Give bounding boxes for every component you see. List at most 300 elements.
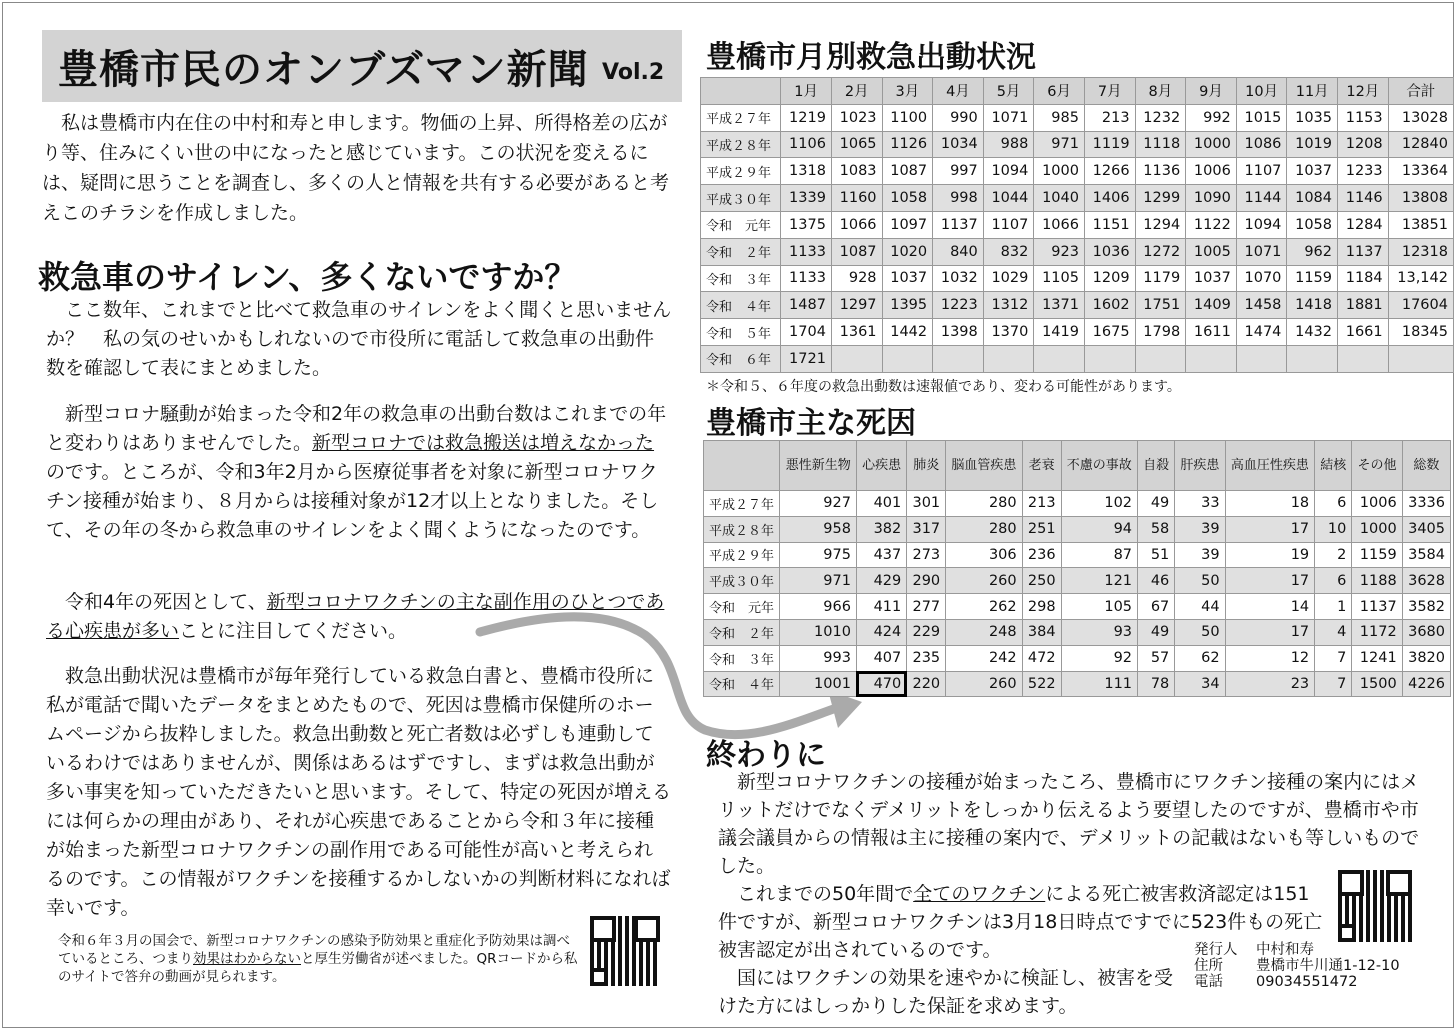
table-cell: 923 <box>1034 238 1085 265</box>
table-cell: 1105 <box>1034 265 1085 292</box>
monthly-heading: 豊橋市月別救急出動状況 <box>706 40 1036 75</box>
table-row <box>704 542 1451 568</box>
table-cell: 1375 <box>781 211 832 238</box>
table-cell: 1159 <box>1287 265 1338 292</box>
masthead <box>42 30 682 102</box>
table-cell: 13364 <box>1388 158 1453 185</box>
table-cell: 51 <box>1138 542 1175 568</box>
row-label: 令和 元年 <box>701 211 781 238</box>
table-cell <box>1186 345 1237 372</box>
table-cell: 1241 <box>1352 645 1402 671</box>
table-cell: 1071 <box>983 104 1034 131</box>
table-cell: 87 <box>1061 542 1137 568</box>
monthly-note: ＊令和５、６年度の救急出動数は速報値であり、変わる可能性があります。 <box>706 379 1181 395</box>
intro-paragraph: 私は豊橋市内在住の中村和寿と申します。物価の上昇、所得格差の広がり等、住みにくい世の中になったと感じています。この状況を変えるには、疑問に思うことを調査し、多くの人と情報を共有する必要があると考えこのチラシを作成しました。 <box>42 112 670 224</box>
column-header: 4月 <box>933 78 984 105</box>
table-cell <box>1034 345 1085 372</box>
table-cell: 1094 <box>983 158 1034 185</box>
column-header: 悪性新生物 <box>780 441 856 491</box>
table-cell: 962 <box>1287 238 1338 265</box>
table-cell: 290 <box>907 568 946 594</box>
table-cell: 1219 <box>781 104 832 131</box>
siren-p2-text-end: のです。ところが、令和3年2月から医療従事者を対象に新型コロナワクチン接種が始まり、８月からは接種対象が12才以上となりました。そして、その年の冬から救急車のサイレンをよく聞くようになったのです。 <box>46 461 659 541</box>
table-cell: 14 <box>1225 594 1315 620</box>
row-label: 令和 ２年 <box>704 619 780 645</box>
table-cell: 49 <box>1138 491 1175 517</box>
publisher-address: 豊橋市牛川通1-12-10 <box>1256 958 1400 974</box>
table-cell: 7 <box>1315 645 1352 671</box>
table-cell: 401 <box>856 491 906 517</box>
table-cell: 382 <box>856 516 906 542</box>
table-cell: 958 <box>780 516 856 542</box>
row-label: 平成２９年 <box>701 158 781 185</box>
table-cell: 997 <box>933 158 984 185</box>
table-cell: 50 <box>1175 568 1225 594</box>
table-cell: 1266 <box>1084 158 1135 185</box>
table-cell: 1005 <box>1186 238 1237 265</box>
column-header: 6月 <box>1034 78 1085 105</box>
table-cell <box>1084 345 1135 372</box>
table-cell: 522 <box>1022 671 1061 697</box>
table-cell: 1023 <box>831 104 882 131</box>
table-cell: 1034 <box>933 131 984 158</box>
siren-p3-underline: 新型コロナワクチンの主な副作用のひとつである心疾患が多い <box>46 591 665 642</box>
phone-label: 電話 <box>1194 974 1223 990</box>
table-cell: 2 <box>1315 542 1352 568</box>
table-cell <box>1236 345 1287 372</box>
table-cell: 57 <box>1138 645 1175 671</box>
table-cell: 3628 <box>1402 568 1450 594</box>
table-cell: 7 <box>1315 671 1352 697</box>
table-cell: 927 <box>780 491 856 517</box>
table-cell: 971 <box>1034 131 1085 158</box>
table-cell: 990 <box>933 104 984 131</box>
row-label: 平成２７年 <box>704 491 780 517</box>
table-cell: 1066 <box>1034 211 1085 238</box>
table-cell: 13808 <box>1388 185 1453 212</box>
table-cell: 1419 <box>1034 319 1085 346</box>
table-cell: 1100 <box>882 104 933 131</box>
table-cell: 248 <box>946 619 1022 645</box>
table-cell: 12840 <box>1388 131 1453 158</box>
table-cell: 1035 <box>1287 104 1338 131</box>
column-header: 8月 <box>1135 78 1186 105</box>
table-cell: 1395 <box>882 292 933 319</box>
siren-p3-text: 令和4年の死因として、 <box>65 591 267 613</box>
column-header: 高血圧性疾患 <box>1225 441 1315 491</box>
table-cell: 1339 <box>781 185 832 212</box>
table-cell: 1126 <box>882 131 933 158</box>
table-row <box>701 211 1454 238</box>
table-row <box>701 292 1454 319</box>
table-cell: 1474 <box>1236 319 1287 346</box>
table-cell: 1487 <box>781 292 832 319</box>
table-cell: 49 <box>1138 619 1175 645</box>
publisher-phone: 09034551472 <box>1256 974 1358 990</box>
footnote <box>58 932 578 986</box>
table-cell: 1418 <box>1287 292 1338 319</box>
row-label: 令和 ６年 <box>701 345 781 372</box>
table-cell: 1006 <box>1352 491 1402 517</box>
row-label: 令和 ４年 <box>704 671 780 697</box>
table-cell: 67 <box>1138 594 1175 620</box>
row-label: 令和 ２年 <box>701 238 781 265</box>
table-cell: 1160 <box>831 185 882 212</box>
table-cell: 1432 <box>1287 319 1338 346</box>
ending-p2-underline: 全てのワクチン <box>913 883 1046 905</box>
table-cell: 832 <box>983 238 1034 265</box>
table-cell: 1159 <box>1352 542 1402 568</box>
table-cell: 1371 <box>1034 292 1085 319</box>
column-header: 7月 <box>1084 78 1135 105</box>
siren-p2-underline: 新型コロナでは救急搬送は増えなかった <box>312 432 655 454</box>
table-cell: 1006 <box>1186 158 1237 185</box>
table-cell: 1136 <box>1135 158 1186 185</box>
table-cell: 424 <box>856 619 906 645</box>
table-cell: 220 <box>907 671 946 697</box>
table-cell: 384 <box>1022 619 1061 645</box>
table-cell <box>933 345 984 372</box>
ending-p2-text-end: による死亡被害救済認定は151件ですが、新型コロナワクチンは3月18日時点ですでに523件もの死亡被害認定が出されているのです。 <box>718 883 1323 961</box>
table-cell: 39 <box>1175 516 1225 542</box>
table-cell: 1094 <box>1236 211 1287 238</box>
table-cell: 13851 <box>1388 211 1453 238</box>
ending-heading: 終わりに <box>706 738 826 773</box>
table-cell: 1233 <box>1338 158 1389 185</box>
table-cell: 1070 <box>1236 265 1287 292</box>
table-cell: 1000 <box>1034 158 1085 185</box>
table-row <box>701 345 1454 372</box>
table-cell: 1107 <box>983 211 1034 238</box>
table-cell: 1119 <box>1084 131 1135 158</box>
table-cell: 998 <box>933 185 984 212</box>
table-cell: 1406 <box>1084 185 1135 212</box>
table-cell: 17 <box>1225 568 1315 594</box>
table-cell: 1146 <box>1338 185 1389 212</box>
row-label: 令和 ３年 <box>704 645 780 671</box>
table-cell: 13028 <box>1388 104 1453 131</box>
siren-paragraph-2 <box>46 400 672 545</box>
table-cell: 3820 <box>1402 645 1450 671</box>
table-cell: 12 <box>1225 645 1315 671</box>
table-cell: 992 <box>1186 104 1237 131</box>
table-cell: 18345 <box>1388 319 1453 346</box>
table-cell: 1065 <box>831 131 882 158</box>
table-cell: 1294 <box>1135 211 1186 238</box>
table-cell: 1137 <box>1352 594 1402 620</box>
table-cell: 50 <box>1175 619 1225 645</box>
table-cell: 280 <box>946 516 1022 542</box>
table-cell: 993 <box>780 645 856 671</box>
table-cell: 1066 <box>831 211 882 238</box>
column-header <box>704 441 780 491</box>
column-header: その他 <box>1352 441 1402 491</box>
table-cell: 1010 <box>780 619 856 645</box>
table-cell: 1000 <box>1352 516 1402 542</box>
column-header: 不慮の事故 <box>1061 441 1137 491</box>
table-cell: 17604 <box>1388 292 1453 319</box>
table-cell: 1019 <box>1287 131 1338 158</box>
death-cause-heading: 豊橋市主な死因 <box>706 406 916 441</box>
table-cell: 251 <box>1022 516 1061 542</box>
table-cell: 1299 <box>1135 185 1186 212</box>
table-cell: 1037 <box>1186 265 1237 292</box>
siren-p2-text: 新型コロナ騒動が始まった令和2年の救急車の出動台数はこれまでの年と変わりはありませんでした。 <box>46 403 667 454</box>
table-cell: 1133 <box>781 265 832 292</box>
table-cell: 105 <box>1061 594 1137 620</box>
table-cell: 985 <box>1034 104 1085 131</box>
table-cell: 213 <box>1022 491 1061 517</box>
table-cell: 1144 <box>1236 185 1287 212</box>
table-cell: 1 <box>1315 594 1352 620</box>
table-cell: 1209 <box>1084 265 1135 292</box>
table-cell: 1153 <box>1338 104 1389 131</box>
table-cell: 966 <box>780 594 856 620</box>
table-cell: 1208 <box>1338 131 1389 158</box>
table-cell: 1312 <box>983 292 1034 319</box>
table-cell: 260 <box>946 568 1022 594</box>
table-cell: 1137 <box>933 211 984 238</box>
ending-p2-text: これまでの50年間で <box>737 883 914 905</box>
table-cell: 1661 <box>1338 319 1389 346</box>
table-cell <box>983 345 1034 372</box>
table-cell: 298 <box>1022 594 1061 620</box>
table-cell: 1040 <box>1034 185 1085 212</box>
table-cell: 1133 <box>781 238 832 265</box>
table-cell: 1284 <box>1338 211 1389 238</box>
table-cell: 1037 <box>1287 158 1338 185</box>
table-cell: 1151 <box>1084 211 1135 238</box>
address-label: 住所 <box>1194 958 1223 974</box>
table-cell: 971 <box>780 568 856 594</box>
row-label: 平成２７年 <box>701 104 781 131</box>
table-cell: 4 <box>1315 619 1352 645</box>
table-row <box>701 238 1454 265</box>
table-cell: 33 <box>1175 491 1225 517</box>
table-cell: 1318 <box>781 158 832 185</box>
table-cell: 236 <box>1022 542 1061 568</box>
column-header: 肺炎 <box>907 441 946 491</box>
table-cell: 262 <box>946 594 1022 620</box>
table-cell: 411 <box>856 594 906 620</box>
column-header: 自殺 <box>1138 441 1175 491</box>
table-row <box>701 158 1454 185</box>
ending-paragraph-3: 国にはワクチンの効果を速やかに検証し、被害を受けた方にはしっかりした保証を求めます。 <box>718 967 1174 1017</box>
table-cell <box>1338 345 1389 372</box>
publisher-info <box>1194 942 1400 990</box>
table-cell: 1044 <box>983 185 1034 212</box>
table-cell: 1751 <box>1135 292 1186 319</box>
row-label: 平成２９年 <box>704 542 780 568</box>
table-cell: 317 <box>907 516 946 542</box>
table-cell: 1442 <box>882 319 933 346</box>
table-cell <box>831 345 882 372</box>
table-cell: 6 <box>1315 491 1352 517</box>
table-cell: 1071 <box>1236 238 1287 265</box>
table-cell: 1500 <box>1352 671 1402 697</box>
table-cell: 111 <box>1061 671 1137 697</box>
table-cell: 1086 <box>1236 131 1287 158</box>
table-cell: 94 <box>1061 516 1137 542</box>
table-row <box>704 645 1451 671</box>
table-cell: 1297 <box>831 292 882 319</box>
table-cell: 4226 <box>1402 671 1450 697</box>
siren-paragraph-1: ここ数年、これまでと比べて救急車のサイレンをよく聞くと思いませんか？ 私の気のせいかもしれないので市役所に電話して救急車の出動件数を確認して表にまとめました。 <box>46 299 672 379</box>
table-cell: 988 <box>983 131 1034 158</box>
table-cell: 260 <box>946 671 1022 697</box>
table-cell: 273 <box>907 542 946 568</box>
table-cell: 1458 <box>1236 292 1287 319</box>
table-cell: 1037 <box>882 265 933 292</box>
column-header: 2月 <box>831 78 882 105</box>
table-cell: 92 <box>1061 645 1137 671</box>
column-header: 老衰 <box>1022 441 1061 491</box>
column-header: 9月 <box>1186 78 1237 105</box>
table-cell: 1188 <box>1352 568 1402 594</box>
table-cell: 1398 <box>933 319 984 346</box>
table-cell: 58 <box>1138 516 1175 542</box>
row-label: 平成３０年 <box>704 568 780 594</box>
table-cell: 250 <box>1022 568 1061 594</box>
table-cell: 1087 <box>831 238 882 265</box>
column-header: 心疾患 <box>856 441 906 491</box>
table-cell: 17 <box>1225 619 1315 645</box>
column-header: 肝疾患 <box>1175 441 1225 491</box>
table-cell: 1084 <box>1287 185 1338 212</box>
footnote-underline: 効果はわからない <box>193 951 301 967</box>
table-cell: 1675 <box>1084 319 1135 346</box>
siren-p3-text-end: ことに注目してください。 <box>179 620 408 642</box>
table-cell: 280 <box>946 491 1022 517</box>
table-cell: 1118 <box>1135 131 1186 158</box>
table-cell: 1000 <box>1186 131 1237 158</box>
row-label: 平成２８年 <box>704 516 780 542</box>
table-cell: 1058 <box>1287 211 1338 238</box>
siren-paragraph-4: 救急出動状況は豊橋市が毎年発行している救急白書と、豊橋市役所に私が電話で聞いたデータをまとめたもので、死因は豊橋市保健所のホームページから抜粋しました。救急出動数と死亡者数は必ずしも連動しているわけではありませんが、関係はあるはずですし、まずは救急出動が多い事実を知っていただきたいと思います。そして、特定の死因が増えるには何らかの理由があり、それが心疾患であることから令和３年に接種が始まった新型コロナワクチンの副作用である可能性が高いと考えられるのです。この情報がワクチンを接種するかしないかの判断材料になれば幸いです。 <box>46 665 672 919</box>
table-cell: 1272 <box>1135 238 1186 265</box>
publisher-name: 中村和寿 <box>1256 942 1314 958</box>
table-row <box>704 491 1451 517</box>
table-cell: 1361 <box>831 319 882 346</box>
table-cell: 1032 <box>933 265 984 292</box>
table-cell: 62 <box>1175 645 1225 671</box>
table-cell: 121 <box>1061 568 1137 594</box>
table-cell: 437 <box>856 542 906 568</box>
table-cell: 1409 <box>1186 292 1237 319</box>
masthead-volume: Vol.2 <box>602 60 665 85</box>
table-cell: 18 <box>1225 491 1315 517</box>
table-cell: 1015 <box>1236 104 1287 131</box>
table-cell: 277 <box>907 594 946 620</box>
table-cell: 229 <box>907 619 946 645</box>
table-cell: 1090 <box>1186 185 1237 212</box>
table-row <box>701 131 1454 158</box>
row-label: 令和 ５年 <box>701 319 781 346</box>
table-cell: 1087 <box>882 158 933 185</box>
column-header: 合計 <box>1388 78 1453 105</box>
column-header: 3月 <box>882 78 933 105</box>
row-label: 令和 ４年 <box>701 292 781 319</box>
table-cell: 93 <box>1061 619 1137 645</box>
table-cell: 1881 <box>1338 292 1389 319</box>
column-header: 10月 <box>1236 78 1287 105</box>
table-cell: 1137 <box>1338 238 1389 265</box>
siren-heading: 救急車のサイレン、多くないですか？ <box>38 258 577 296</box>
table-row <box>704 594 1451 620</box>
table-cell: 235 <box>907 645 946 671</box>
table-cell: 975 <box>780 542 856 568</box>
table-cell: 1106 <box>781 131 832 158</box>
table-cell: 1232 <box>1135 104 1186 131</box>
table-row <box>704 619 1451 645</box>
death-cause-table <box>703 440 1451 697</box>
ending-paragraph-1: 新型コロナワクチンの接種が始まったころ、豊橋市にワクチン接種の案内にはメリットだけでなくデメリットをしっかり伝えるよう要望したのですが、豊橋市や市議会議員からの情報は主に接種の案内で、デメリットの記載はないも等しいものでした。 <box>718 771 1420 877</box>
table-cell: 12318 <box>1388 238 1453 265</box>
table-cell: 407 <box>856 645 906 671</box>
table-cell: 306 <box>946 542 1022 568</box>
table-cell: 1179 <box>1135 265 1186 292</box>
footnote-text-end: と厚生労働省が述べました。QRコードから私のサイトで答弁の動画が見られます。 <box>58 951 578 985</box>
table-row <box>701 319 1454 346</box>
table-cell: 10 <box>1315 516 1352 542</box>
table-cell: 470 <box>856 671 906 697</box>
table-cell: 6 <box>1315 568 1352 594</box>
column-header: 総数 <box>1402 441 1450 491</box>
table-row <box>704 568 1451 594</box>
column-header: 12月 <box>1338 78 1389 105</box>
column-header <box>701 78 781 105</box>
table-row <box>701 104 1454 131</box>
table-row <box>701 185 1454 212</box>
table-cell: 34 <box>1175 671 1225 697</box>
row-label: 令和 ３年 <box>701 265 781 292</box>
table-cell: 1704 <box>781 319 832 346</box>
row-label: 平成２８年 <box>701 131 781 158</box>
table-cell: 23 <box>1225 671 1315 697</box>
table-cell: 1001 <box>780 671 856 697</box>
table-cell: 1107 <box>1236 158 1287 185</box>
publisher-label: 発行人 <box>1194 942 1238 958</box>
monthly-dispatch-table <box>700 77 1454 373</box>
qr-code-right[interactable] <box>1338 870 1412 942</box>
footnote-text: 令和６年３月の国会で、新型コロナワクチンの感染予防効果と重症化予防効果は調べているところ、つまり <box>58 933 571 967</box>
table-cell: 928 <box>831 265 882 292</box>
column-header: 結核 <box>1315 441 1352 491</box>
row-label: 平成３０年 <box>701 185 781 212</box>
table-cell: 1020 <box>882 238 933 265</box>
column-header: 5月 <box>983 78 1034 105</box>
table-cell: 1122 <box>1186 211 1237 238</box>
table-cell <box>1388 345 1453 372</box>
table-cell: 1611 <box>1186 319 1237 346</box>
qr-code-left[interactable] <box>590 916 660 986</box>
table-cell: 3584 <box>1402 542 1450 568</box>
table-cell: 13,142 <box>1388 265 1453 292</box>
table-cell: 472 <box>1022 645 1061 671</box>
table-cell: 1058 <box>882 185 933 212</box>
table-cell: 213 <box>1084 104 1135 131</box>
table-cell: 1602 <box>1084 292 1135 319</box>
table-cell: 1097 <box>882 211 933 238</box>
table-cell: 1029 <box>983 265 1034 292</box>
table-cell: 46 <box>1138 568 1175 594</box>
table-cell <box>1135 345 1186 372</box>
table-cell: 1223 <box>933 292 984 319</box>
table-cell: 1083 <box>831 158 882 185</box>
table-cell: 3582 <box>1402 594 1450 620</box>
table-cell <box>1287 345 1338 372</box>
table-row <box>701 265 1454 292</box>
